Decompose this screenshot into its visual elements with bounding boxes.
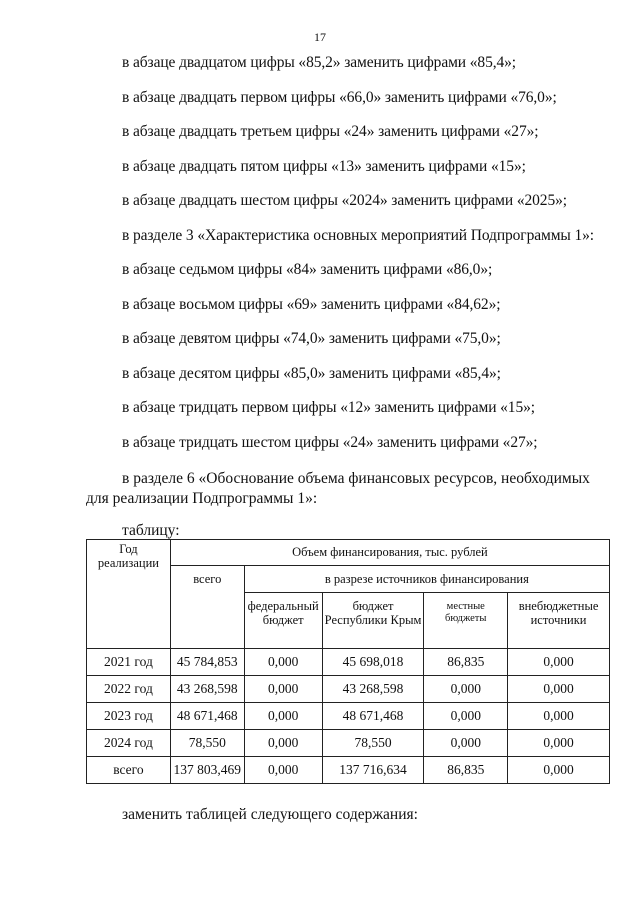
cell-republic: 43 268,598 <box>322 676 424 703</box>
header-local: местные бюджеты <box>424 593 508 649</box>
header-republic: бюджет Республики Крым <box>322 593 424 649</box>
header-year: Год реализации <box>87 540 171 649</box>
amendment-line: в абзаце седьмом цифры «84» заменить цифрами «86,0»; <box>122 261 493 278</box>
cell-federal: 0,000 <box>244 730 322 757</box>
table-row <box>87 649 610 676</box>
cell-year: всего <box>87 757 171 784</box>
header-volume: Объем финансирования, тыс. рублей <box>170 540 609 566</box>
table-caption: таблицу: <box>122 522 180 539</box>
cell-federal: 0,000 <box>244 703 322 730</box>
amendment-line: в абзаце восьмом цифры «69» заменить цифрами «84,62»; <box>122 296 501 313</box>
closing-line: заменить таблицей следующего содержания: <box>122 806 418 823</box>
section-heading-line: в разделе 3 «Характеристика основных мероприятий Подпрограммы 1»: <box>122 227 595 244</box>
cell-year: 2021 год <box>87 649 171 676</box>
cell-total: 43 268,598 <box>170 676 244 703</box>
cell-total: 78,550 <box>170 730 244 757</box>
cell-extra: 0,000 <box>508 757 610 784</box>
page-number: 17 <box>314 30 326 44</box>
table-row <box>87 730 610 757</box>
cell-year: 2022 год <box>87 676 171 703</box>
cell-year: 2023 год <box>87 703 171 730</box>
cell-total: 137 803,469 <box>170 757 244 784</box>
cell-local: 86,835 <box>424 757 508 784</box>
amendment-line: в абзаце двадцать шестом цифры «2024» заменить цифрами «2025»; <box>122 192 567 209</box>
amendment-line: в абзаце девятом цифры «74,0» заменить цифрами «75,0»; <box>122 330 501 347</box>
cell-federal: 0,000 <box>244 757 322 784</box>
cell-total: 45 784,853 <box>170 649 244 676</box>
cell-republic: 45 698,018 <box>322 649 424 676</box>
amendment-line: в абзаце двадцать пятом цифры «13» заменить цифрами «15»; <box>122 158 526 175</box>
cell-local: 0,000 <box>424 703 508 730</box>
cell-extra: 0,000 <box>508 649 610 676</box>
table-row <box>87 676 610 703</box>
cell-local: 86,835 <box>424 649 508 676</box>
financing-table <box>86 539 610 784</box>
amendment-line: в абзаце двадцать третьем цифры «24» заменить цифрами «27»; <box>122 123 539 140</box>
cell-local: 0,000 <box>424 676 508 703</box>
cell-local: 0,000 <box>424 730 508 757</box>
header-total: всего <box>170 566 244 649</box>
cell-extra: 0,000 <box>508 730 610 757</box>
amendment-line: в абзаце двадцать первом цифры «66,0» заменить цифрами «76,0»; <box>122 89 557 106</box>
cell-total: 48 671,468 <box>170 703 244 730</box>
table-total-row <box>87 757 610 784</box>
cell-republic: 78,550 <box>322 730 424 757</box>
header-sources: в разрезе источников финансирования <box>244 566 609 593</box>
cell-federal: 0,000 <box>244 649 322 676</box>
cell-republic: 48 671,468 <box>322 703 424 730</box>
header-extra: внебюджетные источники <box>508 593 610 649</box>
cell-republic: 137 716,634 <box>322 757 424 784</box>
header-federal: федеральный бюджет <box>244 593 322 649</box>
table-row <box>87 703 610 730</box>
cell-year: 2024 год <box>87 730 171 757</box>
amendment-line: в абзаце двадцатом цифры «85,2» заменить цифрами «85,4»; <box>122 54 517 71</box>
amendment-line: в абзаце тридцать первом цифры «12» заменить цифрами «15»; <box>122 399 535 416</box>
cell-federal: 0,000 <box>244 676 322 703</box>
amendment-line: в абзаце тридцать шестом цифры «24» заменить цифрами «27»; <box>122 434 538 451</box>
cell-extra: 0,000 <box>508 703 610 730</box>
section6-paragraph: в разделе 6 «Обоснование объема финансовых ресурсов, необходимых для реализации Подпрограммы 1»: <box>86 470 590 507</box>
cell-extra: 0,000 <box>508 676 610 703</box>
amendment-line: в абзаце десятом цифры «85,0» заменить цифрами «85,4»; <box>122 365 501 382</box>
